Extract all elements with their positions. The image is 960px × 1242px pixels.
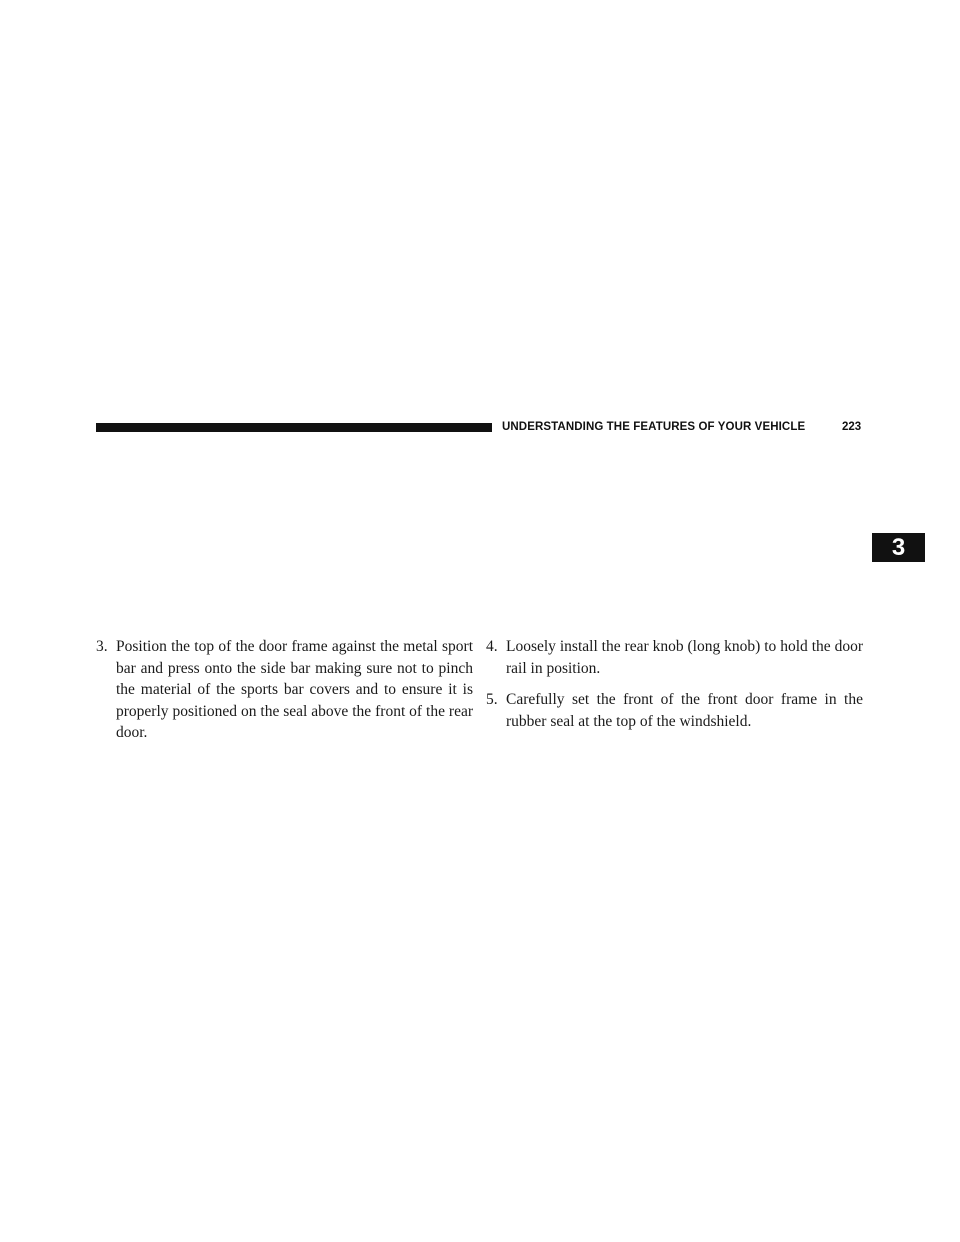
header-rule: [96, 423, 492, 432]
step-text: Carefully set the front of the front door frame in the rubber seal at the top of the windshield.: [506, 691, 863, 730]
list-item: [96, 636, 473, 744]
chapter-tab[interactable]: 3: [872, 533, 925, 562]
step-number: 4.: [486, 638, 498, 655]
list-item: [486, 636, 863, 679]
step-text: Loosely install the rear knob (long knob) to hold the door rail in position.: [506, 638, 863, 677]
step-number: 3.: [96, 638, 108, 655]
left-column: [96, 636, 473, 754]
list-item: [486, 689, 863, 732]
right-column: [486, 636, 863, 742]
step-text: Position the top of the door frame against the metal sport bar and press onto the side bar making sure not to pinch the material of the sports bar covers and to ensure it is properly positioned on the seal above the front of the rear door.: [116, 638, 473, 741]
section-title: UNDERSTANDING THE FEATURES OF YOUR VEHICLE: [502, 421, 806, 433]
page-number: 223: [842, 421, 862, 433]
step-number: 5.: [486, 691, 498, 708]
